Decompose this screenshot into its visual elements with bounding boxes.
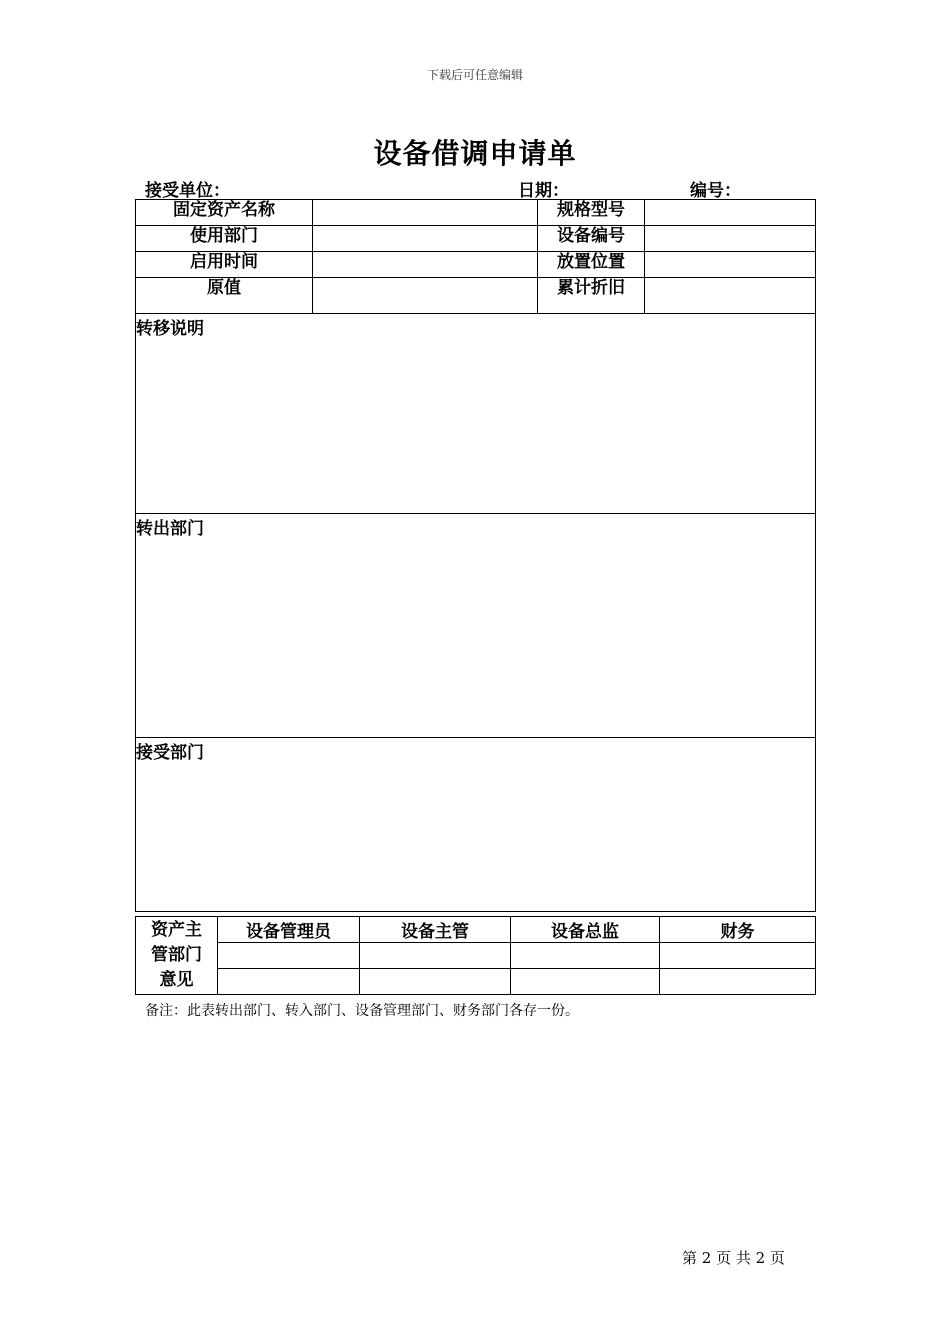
header-note: 下载后可任意编辑 bbox=[426, 68, 523, 82]
col-equip-admin: 设备管理员 bbox=[218, 917, 360, 943]
table-row bbox=[136, 226, 816, 252]
accum-depreciation-label: 累计折旧 bbox=[538, 278, 645, 314]
finance-opinion[interactable] bbox=[660, 943, 816, 969]
page-title: 设备借调申请单 bbox=[373, 137, 577, 170]
transfer-note-label: 转移说明 bbox=[136, 319, 204, 339]
table-row bbox=[136, 200, 816, 226]
equip-director-opinion[interactable] bbox=[511, 943, 660, 969]
table-row bbox=[136, 917, 816, 943]
out-dept-label: 转出部门 bbox=[136, 519, 204, 539]
spec-model-field[interactable] bbox=[645, 200, 816, 226]
use-dept-field[interactable] bbox=[313, 226, 538, 252]
transfer-note-section bbox=[136, 314, 816, 514]
finance-signature[interactable] bbox=[660, 969, 816, 995]
in-dept-section bbox=[136, 738, 816, 912]
accum-depreciation-field[interactable] bbox=[645, 278, 816, 314]
approval-table bbox=[135, 916, 816, 995]
equip-admin-signature[interactable] bbox=[218, 969, 360, 995]
form-number-label: 编号： bbox=[690, 181, 741, 201]
out-dept-section bbox=[136, 514, 816, 738]
date-label: 日期： bbox=[518, 181, 569, 201]
start-time-label: 启用时间 bbox=[136, 252, 313, 278]
table-row bbox=[136, 943, 816, 969]
equip-no-label: 设备编号 bbox=[538, 226, 645, 252]
equip-supervisor-signature[interactable] bbox=[360, 969, 511, 995]
page-number: 第 2 页 共 2 页 bbox=[682, 1249, 785, 1267]
spec-model-label: 规格型号 bbox=[538, 200, 645, 226]
receiving-unit-label: 接受单位： bbox=[145, 181, 230, 201]
original-value-label: 原值 bbox=[136, 278, 313, 314]
col-finance: 财务 bbox=[660, 917, 816, 943]
out-dept-area[interactable] bbox=[136, 514, 816, 738]
location-label: 放置位置 bbox=[538, 252, 645, 278]
col-equip-director: 设备总监 bbox=[511, 917, 660, 943]
asset-name-field[interactable] bbox=[313, 200, 538, 226]
table-row bbox=[136, 278, 816, 314]
in-dept-area[interactable] bbox=[136, 738, 816, 912]
use-dept-label: 使用部门 bbox=[136, 226, 313, 252]
approval-side-line-1: 资产主 bbox=[151, 920, 202, 940]
equip-director-signature[interactable] bbox=[511, 969, 660, 995]
equip-supervisor-opinion[interactable] bbox=[360, 943, 511, 969]
asset-info-table bbox=[135, 199, 816, 912]
equip-no-field[interactable] bbox=[645, 226, 816, 252]
approval-side-label bbox=[136, 917, 218, 995]
asset-name-label: 固定资产名称 bbox=[136, 200, 313, 226]
in-dept-label: 接受部门 bbox=[136, 743, 204, 763]
info-line bbox=[145, 176, 815, 201]
location-field[interactable] bbox=[645, 252, 816, 278]
equip-admin-opinion[interactable] bbox=[218, 943, 360, 969]
original-value-field[interactable] bbox=[313, 278, 538, 314]
footnote: 备注：此表转出部门、转入部门、设备管理部门、财务部门各存一份。 bbox=[145, 1003, 579, 1019]
col-equip-supervisor: 设备主管 bbox=[360, 917, 511, 943]
transfer-note-area[interactable] bbox=[136, 314, 816, 514]
approval-side-line-2: 管部门 bbox=[151, 945, 202, 965]
start-time-field[interactable] bbox=[313, 252, 538, 278]
table-row bbox=[136, 969, 816, 995]
table-row bbox=[136, 252, 816, 278]
approval-side-line-3: 意见 bbox=[159, 970, 194, 990]
